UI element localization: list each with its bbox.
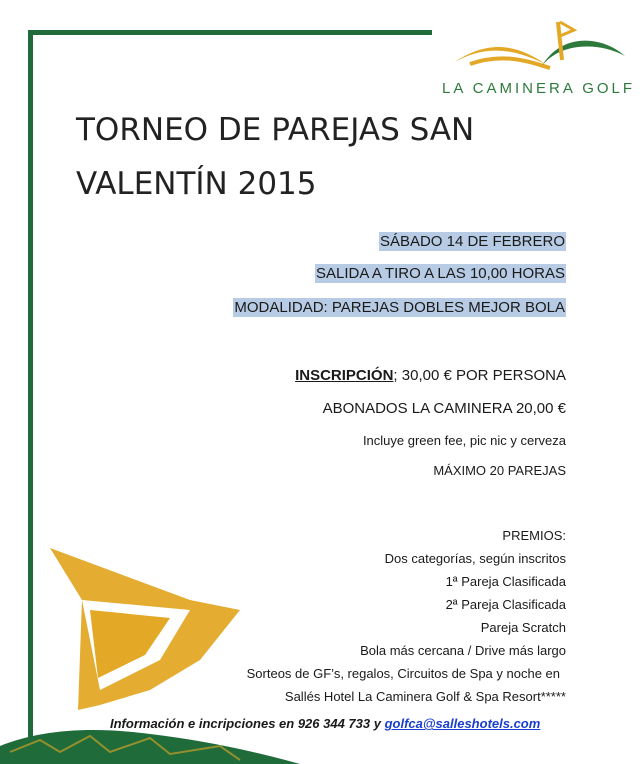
includes-text: Incluye green fee, pic nic y cerveza (362, 433, 566, 448)
prize-item: Dos categorías, según inscritos (384, 551, 566, 566)
prize-item: 2ª Pareja Clasificada (445, 597, 566, 612)
footer-text: Información e incripciones en 926 344 733 y (110, 716, 385, 731)
inscription-label: INSCRIPCIÓN (295, 367, 394, 384)
logo (432, 8, 640, 106)
page-title-line2: VALENTÍN 2015 (76, 166, 317, 202)
inscription-price: ; 30,00 € POR PERSONA (393, 367, 566, 384)
prize-item: Bola más cercana / Drive más largo (360, 643, 566, 658)
inscription-line (295, 367, 566, 384)
flag-decoration-icon (40, 540, 260, 720)
logo-text: LA CAMINERA GOLF (442, 80, 636, 97)
prize-item: Pareja Scratch (480, 620, 566, 635)
modality-line: MODALIDAD: PAREJAS DOBLES MEJOR BOLA (234, 299, 565, 316)
prize-item: Sallés Hotel La Caminera Golf & Spa Resort***** (284, 689, 566, 704)
golf-logo-icon (450, 12, 630, 78)
prize-item: Sorteos de GF’s, regalos, Circuitos de Spa y noche en (246, 666, 560, 681)
page-title-line1: TORNEO DE PAREJAS SAN (76, 112, 475, 148)
date-line: SÁBADO 14 DE FEBRERO (379, 233, 565, 250)
prizes-heading: PREMIOS: (502, 528, 566, 543)
prize-item: 1ª Pareja Clasificada (445, 574, 566, 589)
email-link[interactable]: golfca@salleshotels.com (384, 716, 541, 731)
members-price: ABONADOS LA CAMINERA 20,00 € (322, 400, 566, 417)
max-pairs: MÁXIMO 20 PAREJAS (433, 463, 566, 478)
frame-left-border (28, 30, 33, 764)
footer-contact (110, 716, 540, 731)
start-line: SALIDA A TIRO A LAS 10,00 HORAS (315, 265, 565, 282)
